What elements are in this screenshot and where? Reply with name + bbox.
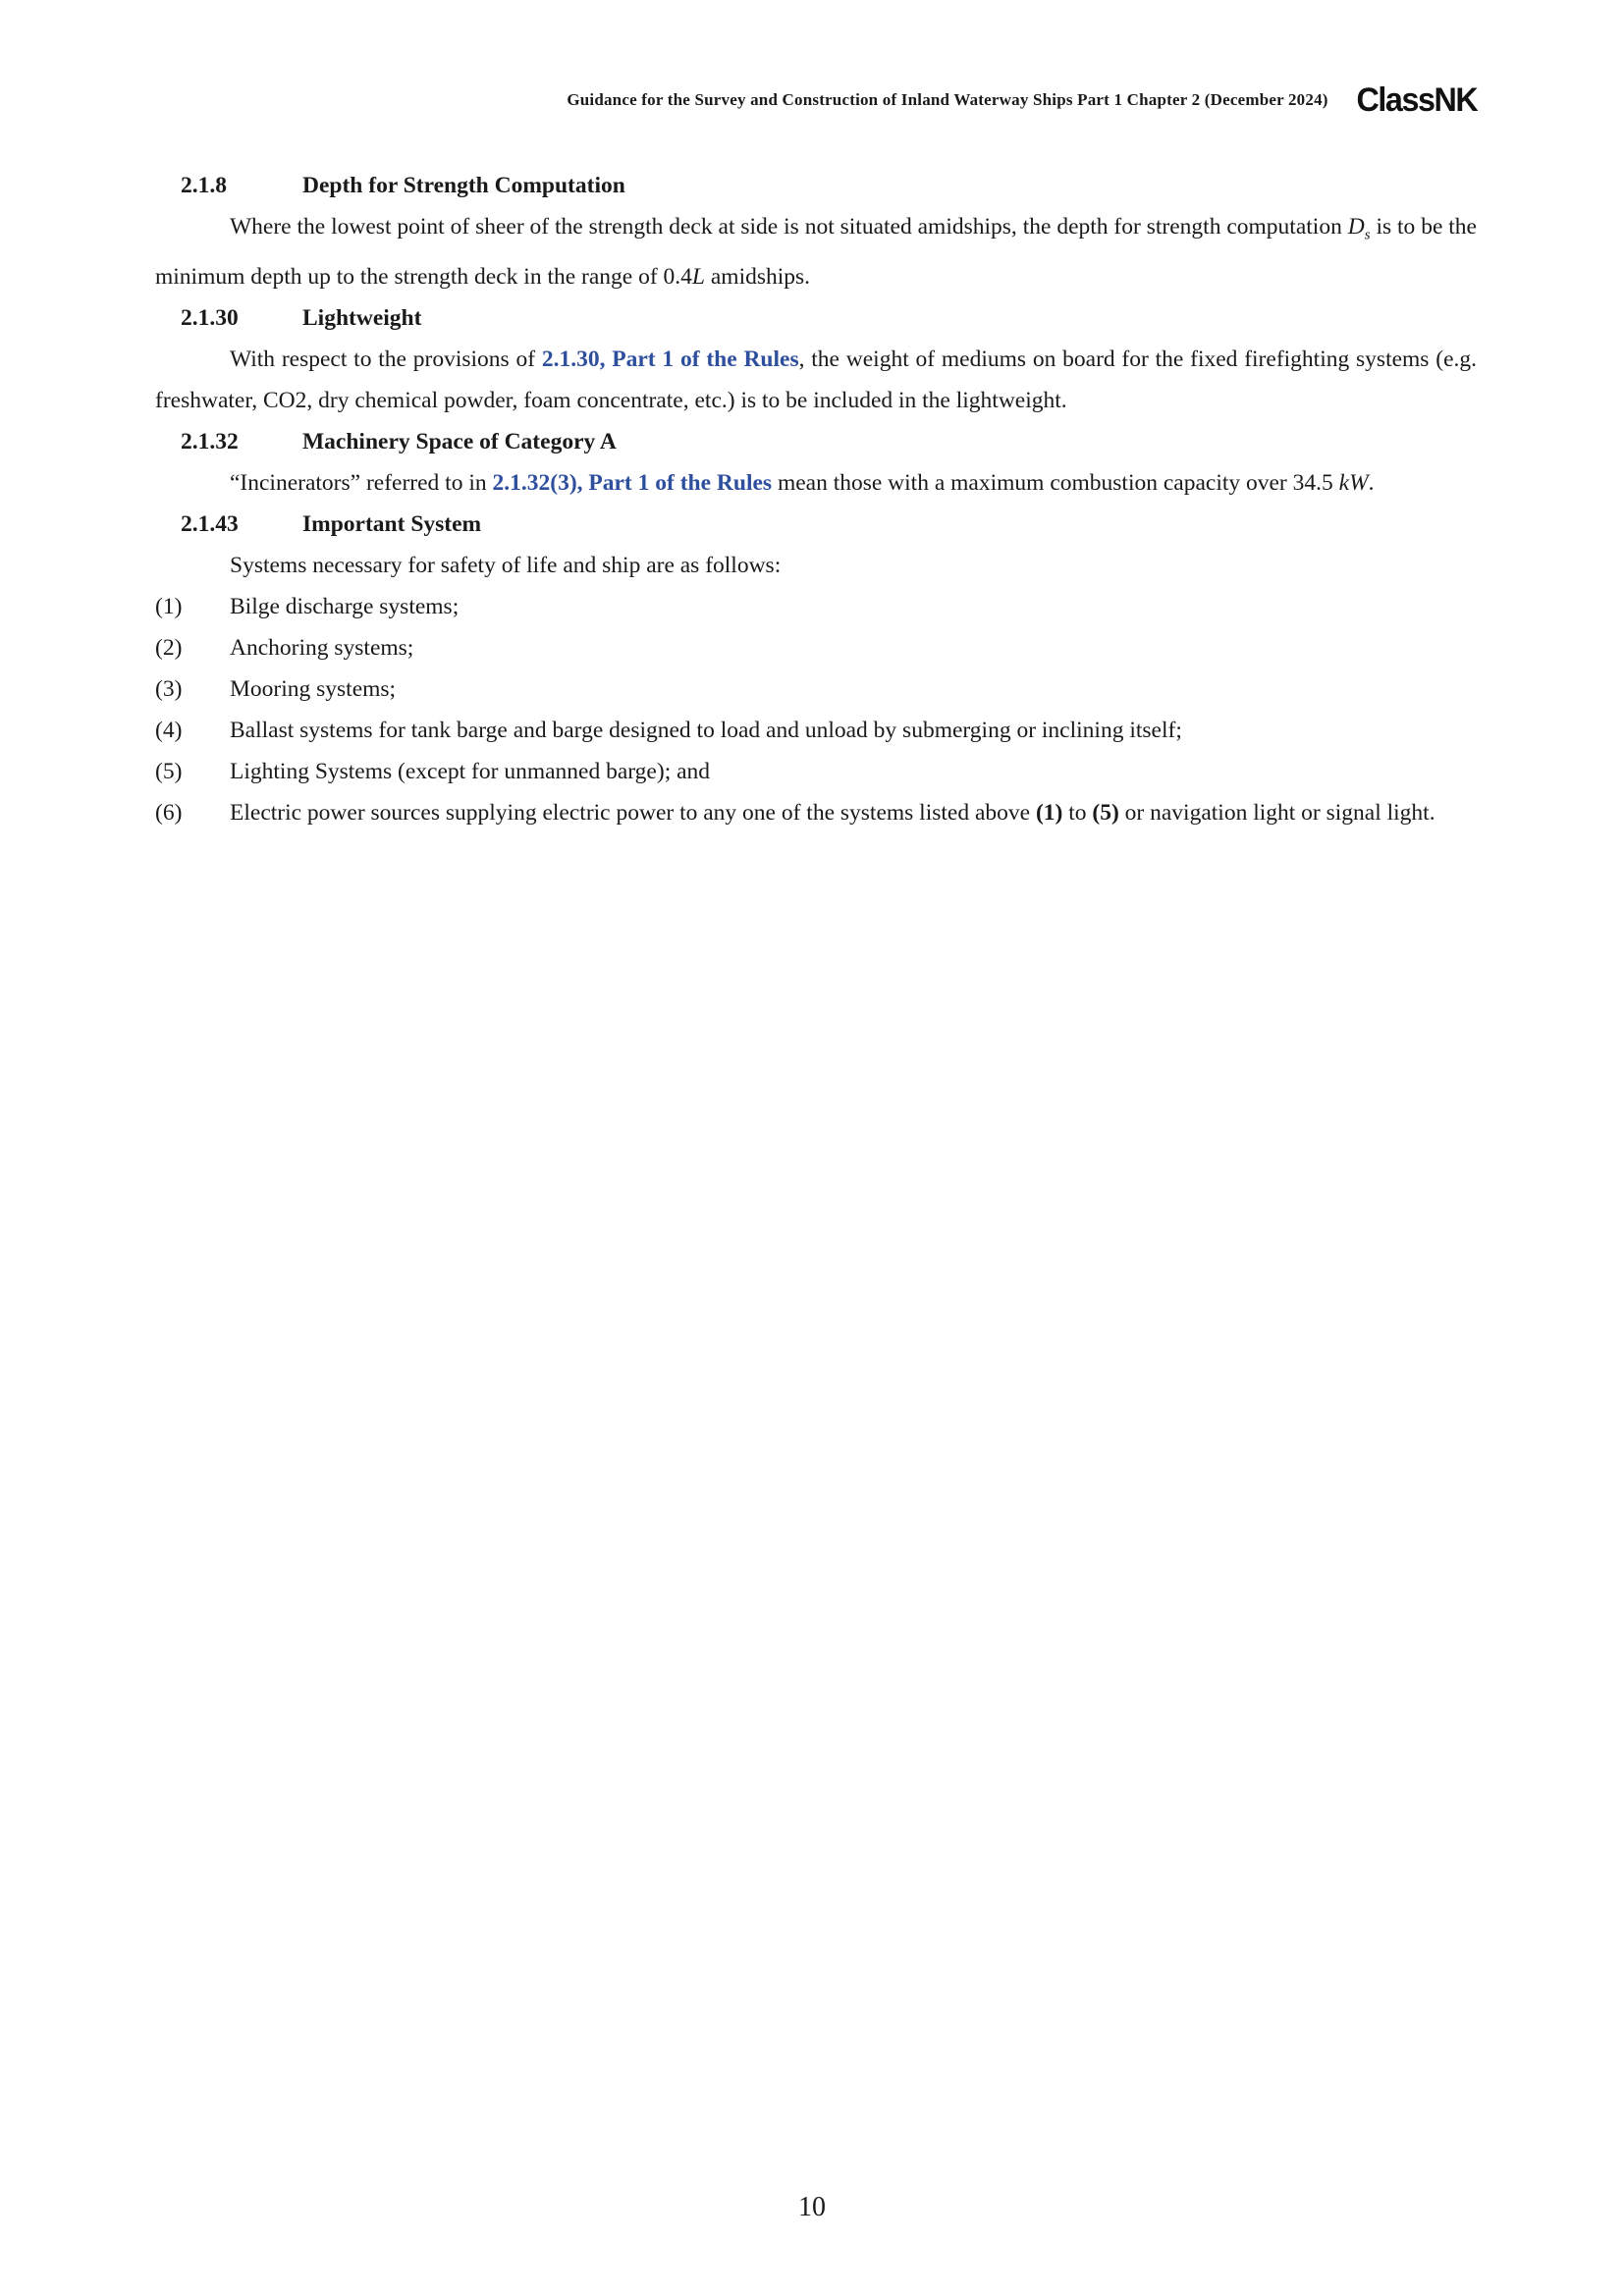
section-number: 2.1.43 xyxy=(181,510,239,537)
list-item-number: (3) xyxy=(155,675,183,702)
variable-l: L xyxy=(691,263,705,290)
section-title: Machinery Space of Category A xyxy=(302,428,617,454)
item-reference: (5) xyxy=(1092,799,1119,826)
section-heading-2-1-32 xyxy=(181,421,1477,462)
section-number: 2.1.32 xyxy=(181,428,239,454)
list-item-text: Ballast systems for tank barge and barge designed to load and unload by submerging or inclining itself; xyxy=(230,717,1182,743)
section-title: Important System xyxy=(302,510,482,537)
list-item-number: (2) xyxy=(155,634,183,661)
variable-d xyxy=(1347,214,1371,243)
section-heading-2-1-30 xyxy=(181,297,1477,339)
unit-kw: kW xyxy=(1338,469,1369,496)
section-heading-2-1-8 xyxy=(181,165,1477,206)
list-item-number: (1) xyxy=(155,593,183,619)
list-item-text xyxy=(230,792,1477,833)
list-item xyxy=(155,627,1477,668)
section-intro: Systems necessary for safety of life and ship are as follows: xyxy=(230,552,782,578)
paragraph-text: “Incinerators” referred to in xyxy=(230,469,493,496)
important-systems-list xyxy=(155,586,1477,833)
list-item-text: Lighting Systems (except for unmanned barge); and xyxy=(230,758,711,784)
section-paragraph xyxy=(155,206,1477,297)
list-item xyxy=(155,792,1477,833)
list-item-number: (4) xyxy=(155,717,183,743)
section-heading-2-1-43 xyxy=(181,504,1477,545)
variable-d-subscript: s xyxy=(1364,227,1371,243)
paragraph-text: Where the lowest point of sheer of the strength deck at side is not situated amidships, the depth for strength computation xyxy=(230,214,1348,240)
rules-reference-link[interactable]: 2.1.30, Part 1 of the Rules xyxy=(541,346,799,372)
list-item-text-part: or navigation light or signal light. xyxy=(1118,799,1435,826)
rules-reference-link[interactable]: 2.1.32(3), Part 1 of the Rules xyxy=(492,469,773,496)
section-paragraph xyxy=(155,339,1477,421)
paragraph-text: amidships. xyxy=(705,263,811,290)
paragraph-text: With respect to the provisions of xyxy=(230,346,542,372)
list-item-text: Anchoring systems; xyxy=(230,634,414,661)
section-title: Lightweight xyxy=(302,304,422,331)
variable-d-letter: D xyxy=(1347,214,1365,240)
item-reference: (1) xyxy=(1035,799,1063,826)
list-item xyxy=(155,668,1477,710)
page-number: 10 xyxy=(798,2192,826,2222)
list-item xyxy=(155,710,1477,751)
classnk-logo: ClassNK xyxy=(1356,81,1477,119)
paragraph-text: mean those with a maximum combustion capacity over 34.5 xyxy=(772,469,1339,496)
section-number: 2.1.30 xyxy=(181,304,239,331)
paragraph-text: , the weight of mediums on board for the fixed firefighting systems (e.g. freshwater, CO2, dry chemical powder, foam concentrate, etc.) is to be included in the lightweight. xyxy=(155,346,1477,413)
paragraph-text: . xyxy=(1368,469,1375,496)
section-title: Depth for Strength Computation xyxy=(302,173,625,198)
list-item-text-part: to xyxy=(1062,799,1093,826)
document-body xyxy=(155,165,1477,833)
list-item-number: (5) xyxy=(155,758,183,784)
page-header xyxy=(567,80,1477,120)
list-item xyxy=(155,586,1477,627)
list-item xyxy=(155,751,1477,792)
section-number: 2.1.8 xyxy=(181,173,227,198)
list-item-text: Mooring systems; xyxy=(230,675,397,702)
paragraph-text: is to be the minimum depth up to the strength deck in the range of 0.4 xyxy=(155,214,1477,290)
list-item-number: (6) xyxy=(155,799,183,826)
document-title: Guidance for the Survey and Construction of Inland Waterway Ships Part 1 Chapter 2 (December 2024) xyxy=(567,90,1328,109)
list-item-text-part: Electric power sources supplying electric power to any one of the systems listed above xyxy=(230,799,1036,826)
list-item-text: Bilge discharge systems; xyxy=(230,593,460,619)
section-paragraph xyxy=(155,462,1477,504)
